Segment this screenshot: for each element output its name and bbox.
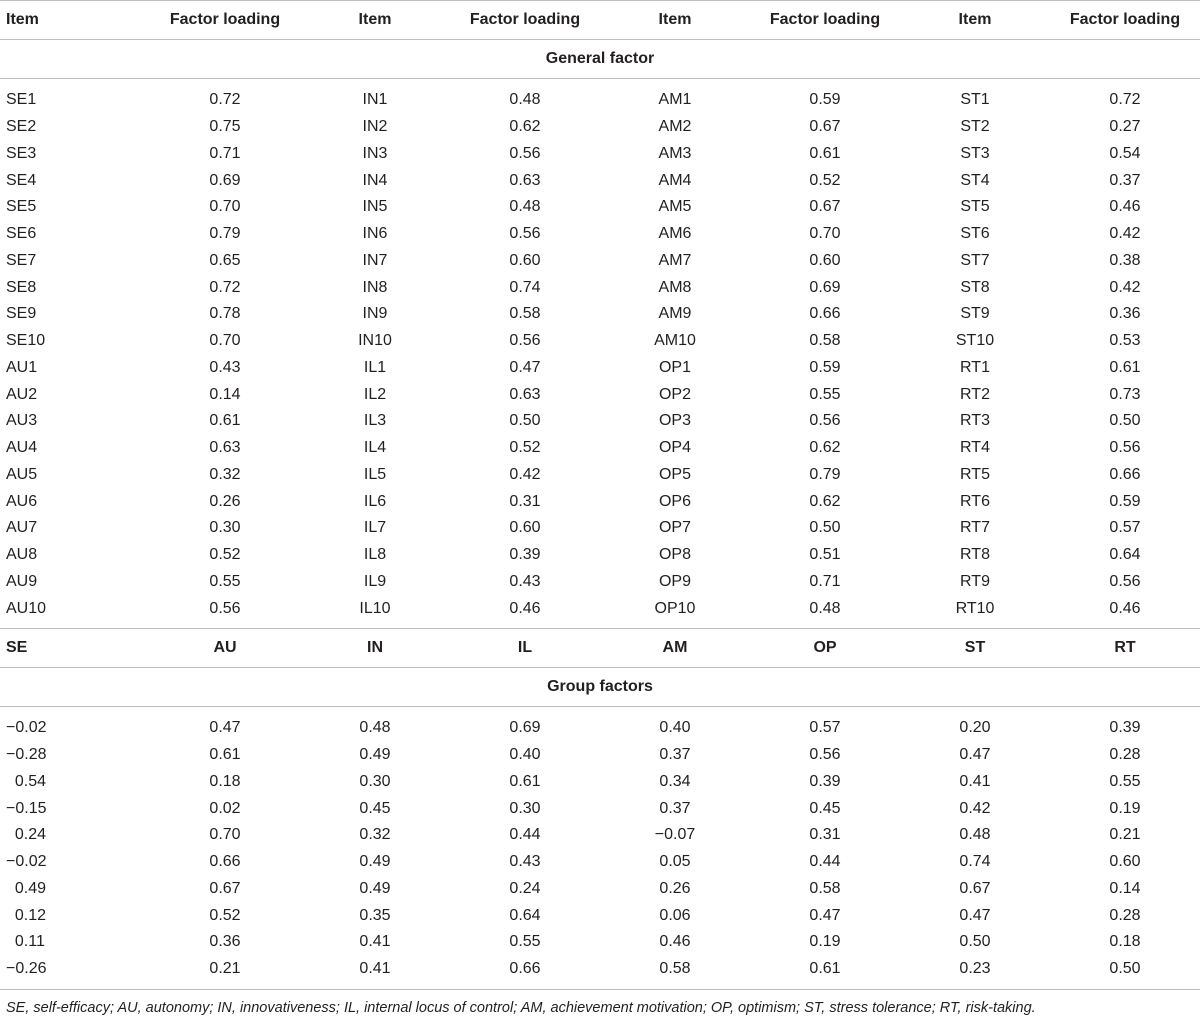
table-cell: 0.56 [509,332,541,350]
table-cell: RT10 [955,599,995,617]
table-cell: 0.72 [1109,91,1141,109]
table-cell: 0.61 [209,412,241,430]
table-cell: ST1 [960,91,990,109]
table-cell: IN3 [362,144,388,162]
table-cell: 0.63 [509,385,541,403]
table-cell: 0.36 [209,933,241,951]
table-cell: 0.72 [209,278,241,296]
table-cell: OP5 [658,465,691,483]
general-row [0,301,1200,328]
table-cell: SE10 [6,332,46,350]
group-row [0,849,1200,876]
table-cell: 0.50 [1109,960,1141,978]
table-cell: 0.65 [209,251,241,269]
table-cell: IN8 [362,278,388,296]
table-cell: 0.28 [1109,746,1141,764]
group-row [0,715,1200,742]
general-row [0,248,1200,275]
table-cell: 0.47 [959,746,991,764]
table-cell: 0.67 [209,879,241,897]
group-row [0,822,1200,849]
table-cell: IN7 [362,251,388,269]
table-cell: IL9 [363,572,387,590]
table-cell: ST9 [960,305,990,323]
table-cell: 0.48 [509,198,541,216]
table-cell: 0.14 [209,385,241,403]
table-cell: SE3 [6,144,37,162]
table-cell: IN4 [362,171,388,189]
table-cell: IL7 [363,519,387,537]
table-cell: 0.59 [809,91,841,109]
table-cell: 0.27 [1109,118,1141,136]
table-cell: 0.56 [809,412,841,430]
general-row [0,355,1200,382]
table-cell: 0.24 [509,879,541,897]
general-row [0,274,1200,301]
table-cell: 0.79 [209,225,241,243]
table-cell: 0.39 [809,772,841,790]
table-cell: 0.49 [359,746,391,764]
table-cell: 0.52 [209,906,241,924]
table-cell: RT1 [960,358,990,376]
table-cell: 0.50 [509,412,541,430]
general-row [0,167,1200,194]
group-header-cell: ST [964,639,986,656]
table-cell: 0.14 [1109,879,1141,897]
table-cell: 0.57 [809,719,841,737]
table-cell: SE6 [6,225,37,243]
table-cell: 0.50 [1109,412,1141,430]
table-cell: 0.48 [359,719,391,737]
table-cell: OP4 [658,439,691,457]
table-cell: 0.47 [509,358,541,376]
table-cell: AM1 [658,91,692,109]
group-factors-body [0,715,1200,983]
table-cell: IN9 [362,305,388,323]
table-cell: 0.57 [1109,519,1141,537]
table-cell: ST2 [960,118,990,136]
table-cell: ST4 [960,171,990,189]
general-row [0,87,1200,114]
table-cell: 0.58 [509,305,541,323]
table-cell: 0.55 [809,385,841,403]
table-cell: 0.55 [209,572,241,590]
table-cell: 0.44 [509,826,541,844]
general-row [0,114,1200,141]
table-cell: 0.31 [509,492,541,510]
header-cell: Item [6,11,39,28]
table-cell: 0.43 [509,853,541,871]
general-row [0,488,1200,515]
header-cell: Factor loading [769,11,881,28]
table-cell: 0.06 [659,906,691,924]
table-cell: SE2 [6,118,37,136]
table-cell: SE8 [6,278,37,296]
table-cell: 0.60 [1109,853,1141,871]
table-cell: AU3 [6,412,38,430]
table-cell: IL2 [363,385,387,403]
table-cell: 0.30 [509,799,541,817]
header-cell: Factor loading [1069,11,1181,28]
table-cell: RT3 [960,412,990,430]
table-cell: 0.20 [959,719,991,737]
table-cell: 0.53 [1109,332,1141,350]
table-cell: AU5 [6,465,38,483]
table-cell: AU2 [6,385,38,403]
table-cell: 0.56 [809,746,841,764]
table-cell: 0.46 [509,599,541,617]
table-cell: 0.05 [659,853,691,871]
table-cell: 0.19 [1109,799,1141,817]
general-row [0,381,1200,408]
table-cell: SE7 [6,251,37,269]
table-cell: 0.38 [1109,251,1141,269]
general-row [0,141,1200,168]
table-cell: 0.40 [659,719,691,737]
general-row [0,542,1200,569]
general-row [0,221,1200,248]
table-cell: 0.43 [509,572,541,590]
table-cell: IL5 [363,465,387,483]
table-cell: 0.48 [809,599,841,617]
table-cell: AM5 [658,198,692,216]
table-cell: 0.55 [509,933,541,951]
table-cell: 0.56 [509,144,541,162]
table-cell: 0.61 [209,746,241,764]
table-cell: 0.54 [1109,144,1141,162]
column-header-row [0,1,1200,39]
table-cell: 0.12 [6,906,47,924]
group-header-cell: IL [517,639,533,656]
table-cell: 0.66 [1109,465,1141,483]
table-cell: 0.24 [6,826,47,844]
table-cell: 0.46 [1109,599,1141,617]
general-row [0,328,1200,355]
table-cell: 0.54 [6,772,47,790]
table-cell: 0.55 [1109,772,1141,790]
table-cell: 0.67 [809,118,841,136]
table-cell: 0.61 [809,144,841,162]
table-cell: OP3 [658,412,691,430]
table-cell: 0.79 [809,465,841,483]
table-cell: 0.39 [509,546,541,564]
general-factor-title: General factor [545,50,655,67]
table-cell: 0.63 [209,439,241,457]
table-cell: IL1 [363,358,387,376]
table-cell: 0.62 [509,118,541,136]
table-cell: SE5 [6,198,37,216]
table-cell: AM8 [658,278,692,296]
table-cell: 0.48 [959,826,991,844]
table-cell: 0.61 [809,960,841,978]
table-cell: 0.74 [959,853,991,871]
table-cell: 0.43 [209,358,241,376]
table-cell: 0.39 [1109,719,1141,737]
general-row [0,462,1200,489]
table-cell: 0.32 [359,826,391,844]
group-header-cell: AU [213,639,237,656]
table-cell: 0.67 [809,198,841,216]
table-cell: IL8 [363,546,387,564]
table-cell: 0.40 [509,746,541,764]
table-cell: 0.49 [6,879,47,897]
table-cell: IN1 [362,91,388,109]
table-cell: AU1 [6,358,38,376]
table-cell: 0.56 [1109,439,1141,457]
group-row [0,902,1200,929]
table-cell: 0.52 [509,439,541,457]
table-cell: 0.42 [959,799,991,817]
table-cell: 0.61 [509,772,541,790]
table-cell: 0.56 [1109,572,1141,590]
table-cell: 0.69 [209,171,241,189]
general-factor-body [0,87,1200,622]
table-cell: 0.45 [359,799,391,817]
group-header-cell: SE [6,639,28,656]
table-cell: 0.48 [509,91,541,109]
table-cell: 0.19 [809,933,841,951]
general-row [0,569,1200,596]
table-cell: 0.37 [659,799,691,817]
table-cell: −0.15 [6,799,47,817]
table-cell: 0.64 [1109,546,1141,564]
table-cell: IN5 [362,198,388,216]
table-cell: 0.46 [1109,198,1141,216]
table-cell: 0.60 [809,251,841,269]
table-cell: 0.73 [1109,385,1141,403]
table-cell: 0.52 [209,546,241,564]
table-cell: 0.47 [809,906,841,924]
table-cell: OP7 [658,519,691,537]
table-cell: 0.42 [1109,278,1141,296]
group-row [0,769,1200,796]
table-cell: OP2 [658,385,691,403]
table-cell: −0.26 [6,960,47,978]
table-cell: AM7 [658,251,692,269]
table-cell: 0.49 [359,853,391,871]
table-cell: AM6 [658,225,692,243]
table-cell: 0.66 [809,305,841,323]
table-cell: 0.37 [1109,171,1141,189]
table-cell: −0.07 [654,826,696,844]
group-header-cell: RT [1114,639,1136,656]
table-cell: IL3 [363,412,387,430]
table-cell: AM2 [658,118,692,136]
table-cell: 0.70 [209,198,241,216]
table-cell: −0.02 [6,719,47,737]
table-cell: OP8 [658,546,691,564]
table-cell: 0.46 [659,933,691,951]
table-cell: ST8 [960,278,990,296]
group-row [0,876,1200,903]
table-cell: AM10 [654,332,696,350]
group-header-cell: AM [662,639,688,656]
table-cell: 0.64 [509,906,541,924]
table-cell: IL4 [363,439,387,457]
table-cell: 0.75 [209,118,241,136]
general-row [0,408,1200,435]
table-cell: 0.70 [209,332,241,350]
group-header-cell: IN [367,639,383,656]
table-cell: RT8 [960,546,990,564]
table-cell: 0.59 [1109,492,1141,510]
table-cell: 0.34 [659,772,691,790]
table-cell: 0.42 [509,465,541,483]
table-cell: 0.41 [359,960,391,978]
table-cell: 0.69 [809,278,841,296]
table-cell: 0.61 [1109,358,1141,376]
table-cell: 0.52 [809,171,841,189]
table-cell: 0.18 [209,772,241,790]
header-cell: Item [358,11,392,28]
header-cell: Item [658,11,692,28]
table-cell: 0.66 [209,853,241,871]
table-cell: SE1 [6,91,37,109]
table-cell: ST3 [960,144,990,162]
header-cell: Item [958,11,992,28]
table-cell: 0.45 [809,799,841,817]
group-row [0,929,1200,956]
table-cell: IN6 [362,225,388,243]
general-row [0,595,1200,622]
table-cell: 0.60 [509,251,541,269]
table-cell: IN10 [358,332,392,350]
table-cell: IL6 [363,492,387,510]
table-cell: 0.67 [959,879,991,897]
table-cell: IL10 [359,599,391,617]
general-row [0,435,1200,462]
table-cell: 0.49 [359,879,391,897]
table-cell: AM9 [658,305,692,323]
table-cell: AU10 [6,599,47,617]
table-cell: AU7 [6,519,38,537]
table-cell: 0.35 [359,906,391,924]
table-cell: ST10 [955,332,995,350]
table-cell: 0.41 [959,772,991,790]
table-cell: 0.44 [809,853,841,871]
table-cell: 0.21 [1109,826,1141,844]
table-cell: −0.28 [6,746,47,764]
table-cell: 0.58 [809,879,841,897]
table-cell: 0.71 [209,144,241,162]
table-cell: 0.58 [809,332,841,350]
group-header-cell: OP [813,639,837,656]
table-cell: 0.78 [209,305,241,323]
table-cell: 0.56 [209,599,241,617]
table-cell: RT5 [960,465,990,483]
table-cell: 0.71 [809,572,841,590]
table-cell: 0.56 [509,225,541,243]
group-row [0,795,1200,822]
table-cell: IN2 [362,118,388,136]
table-cell: RT7 [960,519,990,537]
table-cell: 0.70 [809,225,841,243]
table-cell: 0.72 [209,91,241,109]
table-cell: 0.47 [959,906,991,924]
group-header-row [0,629,1200,667]
bottom-rule [0,989,1200,990]
table-cell: AU8 [6,546,38,564]
table-cell: 0.63 [509,171,541,189]
table-cell: SE4 [6,171,37,189]
table-cell: 0.42 [1109,225,1141,243]
table-cell: 0.11 [6,933,45,951]
table-cell: 0.21 [209,960,241,978]
group-factors-title: Group factors [547,678,653,695]
table-cell: 0.28 [1109,906,1141,924]
group-row [0,956,1200,983]
table-cell: RT6 [960,492,990,510]
table-cell: OP10 [654,599,696,617]
table-cell: 0.58 [659,960,691,978]
table-cell: 0.47 [209,719,241,737]
table-cell: AM3 [658,144,692,162]
table-cell: 0.23 [959,960,991,978]
table-cell: ST7 [960,251,990,269]
table-cell: AM4 [658,171,692,189]
table-cell: 0.69 [509,719,541,737]
table-cell: ST6 [960,225,990,243]
table-cell: 0.30 [209,519,241,537]
table-cell: AU9 [6,572,38,590]
table-cell: 0.50 [959,933,991,951]
header-cell: Factor loading [169,11,281,28]
table-cell: OP6 [658,492,691,510]
table-cell: SE9 [6,305,37,323]
table-cell: 0.37 [659,746,691,764]
table-cell: 0.36 [1109,305,1141,323]
table-cell: 0.41 [359,933,391,951]
table-cell: 0.26 [659,879,691,897]
table-cell: AU4 [6,439,38,457]
table-cell: OP9 [658,572,691,590]
table-cell: 0.51 [809,546,841,564]
table-cell: 0.66 [509,960,541,978]
table-cell: 0.18 [1109,933,1141,951]
table-cell: AU6 [6,492,38,510]
general-row [0,194,1200,221]
table-cell: 0.32 [209,465,241,483]
table-cell: 0.74 [509,278,541,296]
header-cell: Factor loading [469,11,581,28]
general-row [0,515,1200,542]
table-cell: 0.62 [809,439,841,457]
table-cell: −0.02 [6,853,47,871]
table-cell: 0.59 [809,358,841,376]
group-row [0,742,1200,769]
table-cell: 0.60 [509,519,541,537]
table-cell: 0.31 [809,826,841,844]
table-cell: 0.26 [209,492,241,510]
table-cell: 0.50 [809,519,841,537]
table-cell: 0.70 [209,826,241,844]
table-cell: ST5 [960,198,990,216]
table-cell: 0.30 [359,772,391,790]
table-cell: 0.02 [209,799,241,817]
table-cell: RT4 [960,439,990,457]
table-footnote: SE, self-efficacy; AU, autonomy; IN, innovativeness; IL, internal locus of control; AM, achievement motivation; OP, optimism; ST, stress tolerance; RT, risk-taking. [6,1000,1036,1016]
table-cell: OP1 [658,358,691,376]
table-cell: 0.62 [809,492,841,510]
table-cell: RT2 [960,385,990,403]
table-cell: RT9 [960,572,990,590]
